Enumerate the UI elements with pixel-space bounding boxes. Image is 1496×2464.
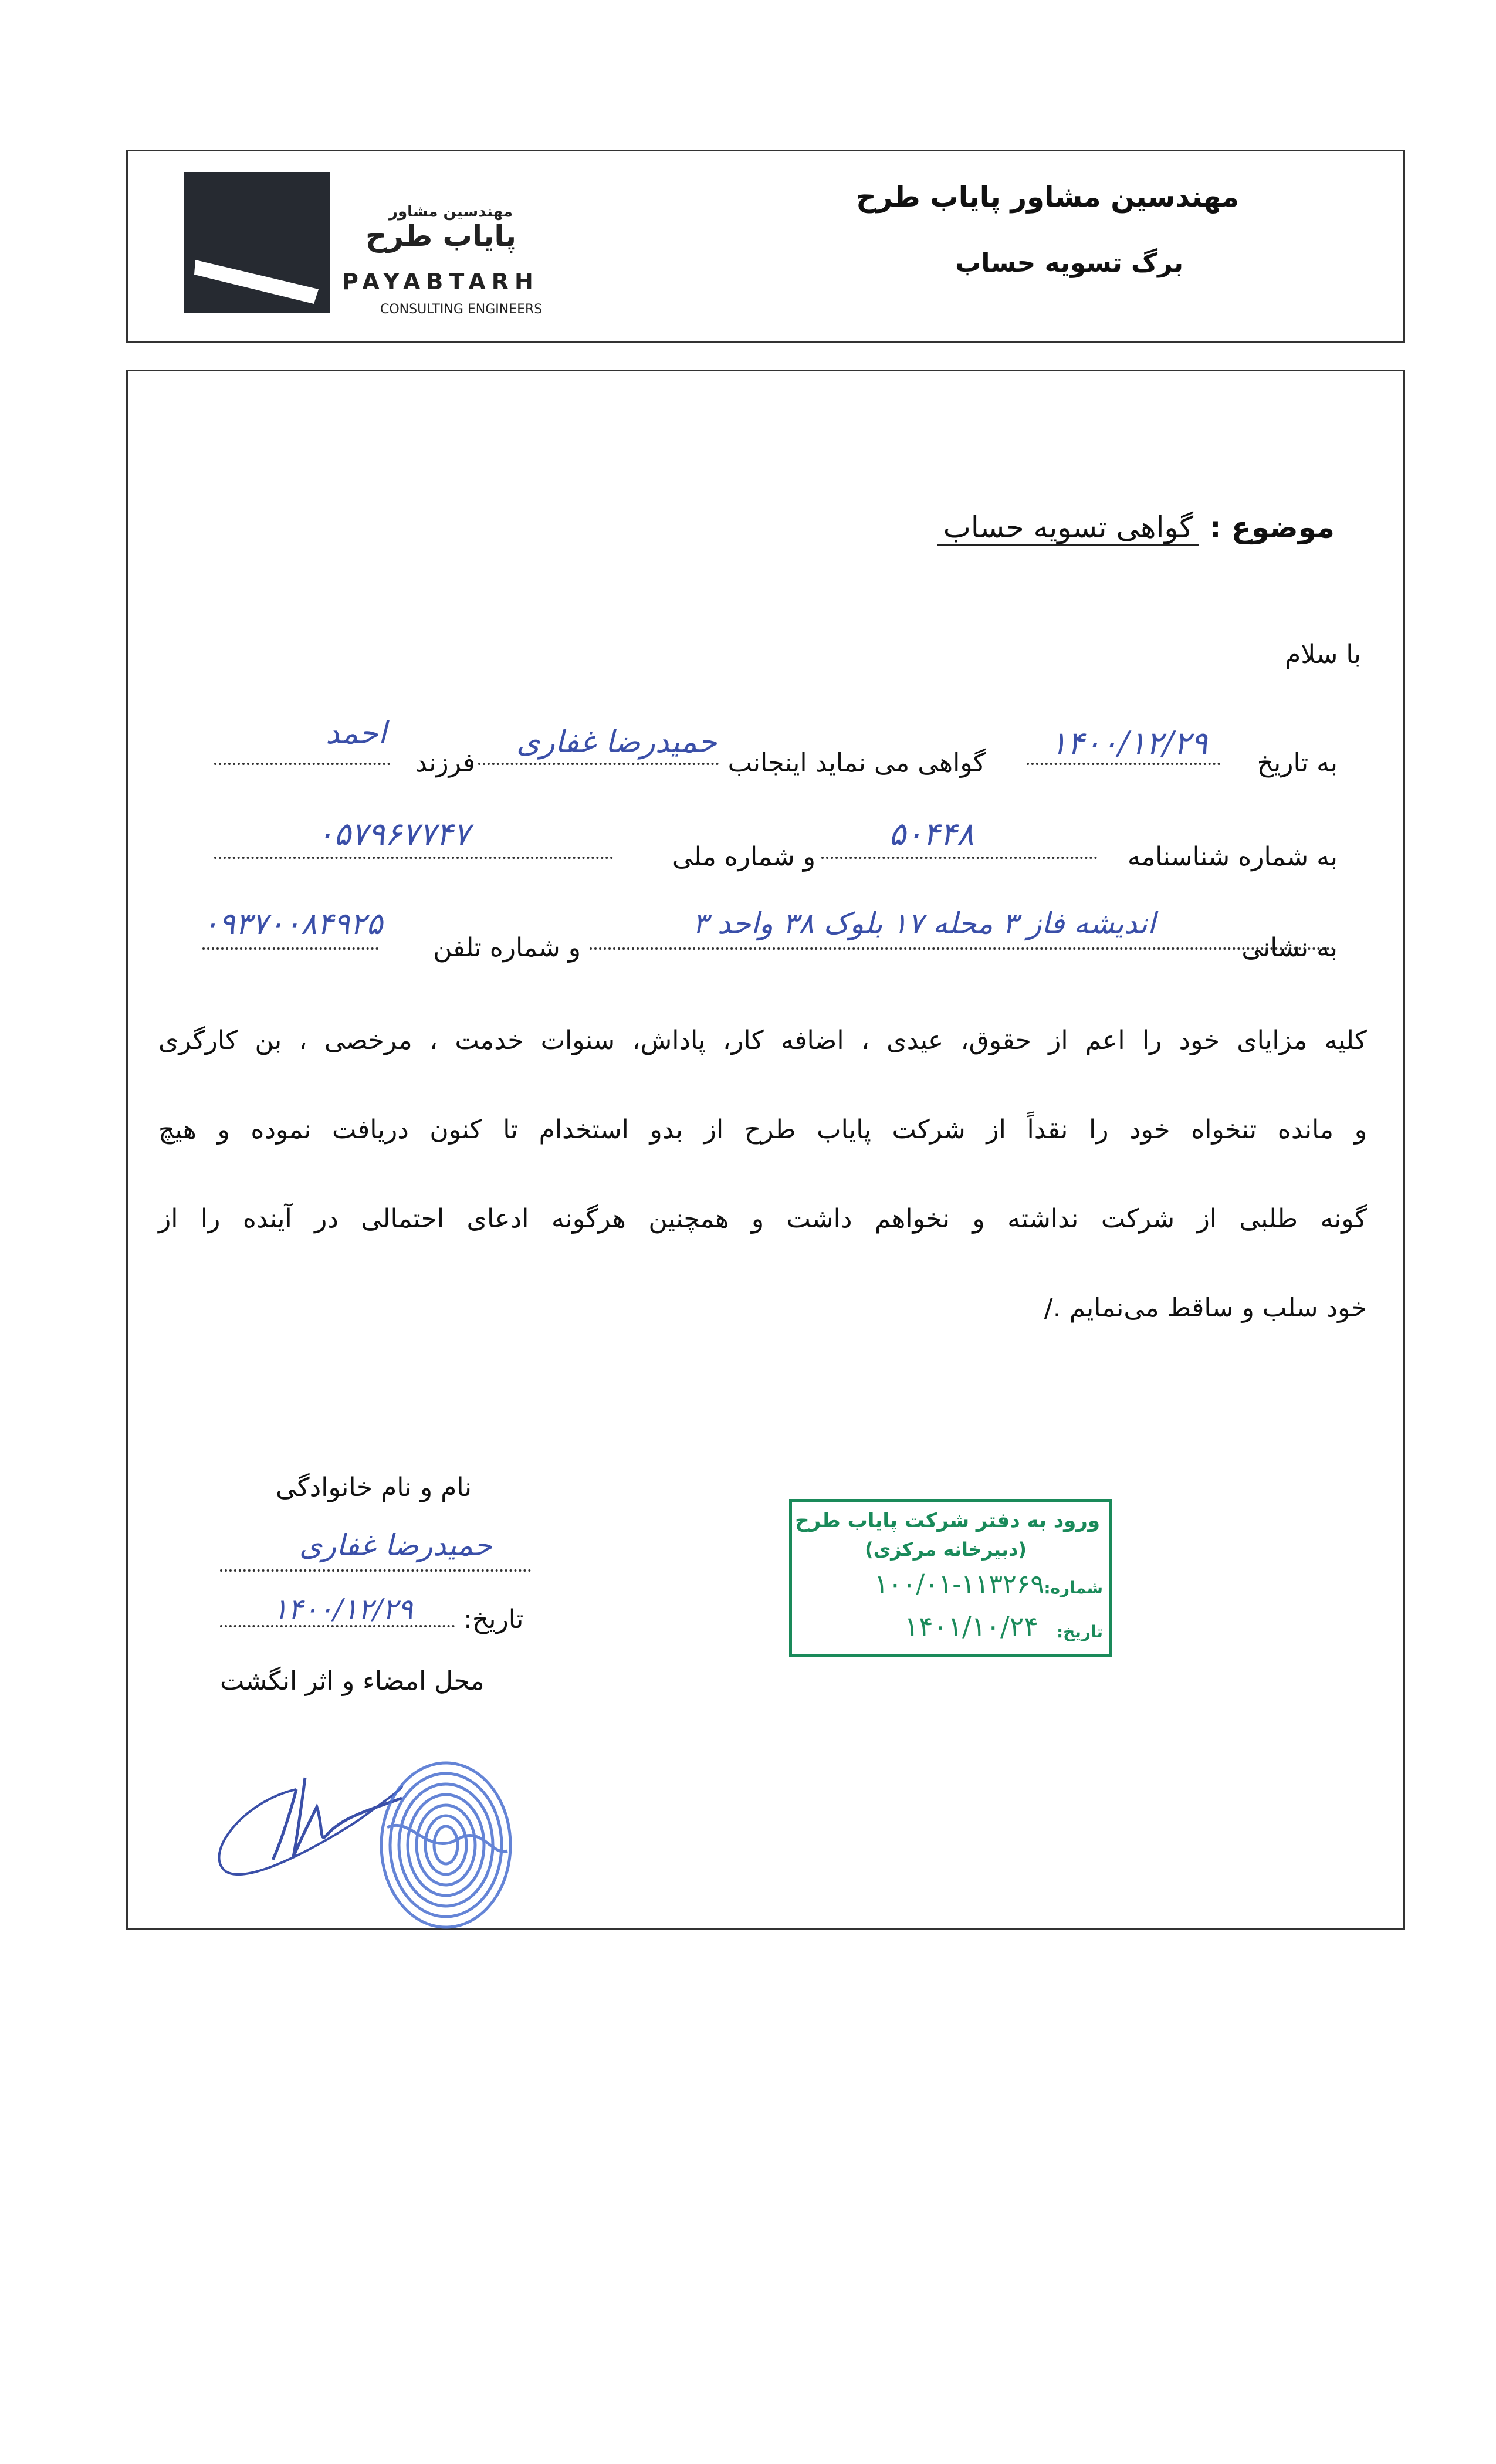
line3-phone-value: ۰۹۳۷۰۰۸۴۹۲۵ <box>202 906 383 942</box>
subject-value: گواهی تسویه حساب <box>937 510 1199 546</box>
sig-name-label: نام و نام خانوادگی <box>276 1473 472 1502</box>
line1-father-value: احمد <box>326 716 387 751</box>
line2-national-dots <box>214 857 613 859</box>
line3-phone-label: و شماره تلفن <box>433 933 581 963</box>
logo-en-sub: CONSULTING ENGINEERS <box>380 302 543 317</box>
logo-fa-small: مهندسین مشاور <box>389 203 513 221</box>
sig-date-value: ۱۴۰۰/۱۲/۲۹ <box>273 1593 413 1626</box>
logo-mark-icon <box>184 172 330 313</box>
subject-label: موضوع : <box>1209 510 1335 544</box>
line1-date-value: ۱۴۰۰/۱۲/۲۹ <box>1050 725 1208 761</box>
stamp-date-value: ۱۴۰۱/۱۰/۲۴ <box>904 1610 1038 1642</box>
stamp-date-label: تاریخ: <box>1056 1622 1103 1641</box>
line1-name-value: حمیدرضا غفاری <box>516 725 717 760</box>
main-box <box>126 370 1405 1930</box>
paragraph-line-4: خود سلب و ساقط می‌نمایم ./ <box>1044 1293 1367 1323</box>
subject-line <box>937 510 1335 544</box>
stamp-number-label: شماره: <box>1044 1578 1103 1597</box>
header-box <box>126 150 1405 343</box>
line3-address-value: اندیشه فاز ۳ محله ۱۷ بلوک ۳۸ واحد ۳ <box>692 906 1156 940</box>
line2-id-label: به شماره شناسنامه <box>1127 842 1338 872</box>
paragraph-line-2: و مانده تنخواه خود را نقداً از شرکت پایاب طرح از بدو استخدام تا کنون دریافت نموده و هیچ <box>158 1115 1367 1145</box>
company-title: مهندسین مشاور پایاب طرح <box>856 181 1239 214</box>
line2-national-value: ۰۵۷۹۶۷۷۴۷ <box>317 815 471 852</box>
receipt-stamp <box>789 1499 1112 1657</box>
sig-sign-label: محل امضاء و اثر انگشت <box>220 1666 485 1696</box>
line3-phone-dots <box>202 947 378 950</box>
stamp-line1: ورود به دفتر شرکت پایاب طرح <box>795 1509 1100 1532</box>
stamp-line2: (دبیرخانه مرکزی) <box>865 1538 1027 1561</box>
form-title: برگ تسویه حساب <box>955 248 1183 278</box>
line2-national-label: و شماره ملی <box>672 842 815 872</box>
line3-address-label: به نشانی <box>1241 933 1338 963</box>
paragraph-line-3: گونه طلبی از شرکت نداشته و نخواهم داشت و همچنین هرگونه ادعای احتمالی در آینده را از <box>158 1204 1367 1234</box>
line1-child-label: فرزند <box>415 748 475 778</box>
line1-date-label: به تاریخ <box>1257 748 1338 778</box>
line1-certify-text: گواهی می نماید اینجانب <box>727 748 986 778</box>
line1-date-dots <box>1027 763 1220 765</box>
line2-id-dots <box>821 857 1097 859</box>
sig-name-value: حمیدرضا غفاری <box>299 1528 492 1562</box>
greeting: با سلام <box>1284 639 1361 669</box>
line1-name-dots <box>478 763 719 765</box>
fingerprint-icon <box>375 1757 516 1933</box>
line2-id-value: ۵۰۴۴۸ <box>889 815 974 852</box>
logo-en-name: PAYABTARH <box>342 269 539 295</box>
logo-fa-big: پایاب طرح <box>365 219 516 253</box>
company-logo <box>184 163 606 333</box>
paragraph-line-1: کلیه مزایای خود را اعم از حقوق، عیدی ، اضافه کار، پاداش، سنوات خدمت ، مرخصی ، بن کارگری <box>158 1025 1367 1055</box>
line3-address-dots <box>590 947 1335 950</box>
sig-date-label: تاریخ: <box>463 1605 524 1634</box>
stamp-number-value: ۱۰۰/۰۱-۱۱۳۲۶۹ <box>874 1569 1044 1599</box>
line1-father-dots <box>214 763 390 765</box>
sig-name-dots <box>220 1569 531 1572</box>
